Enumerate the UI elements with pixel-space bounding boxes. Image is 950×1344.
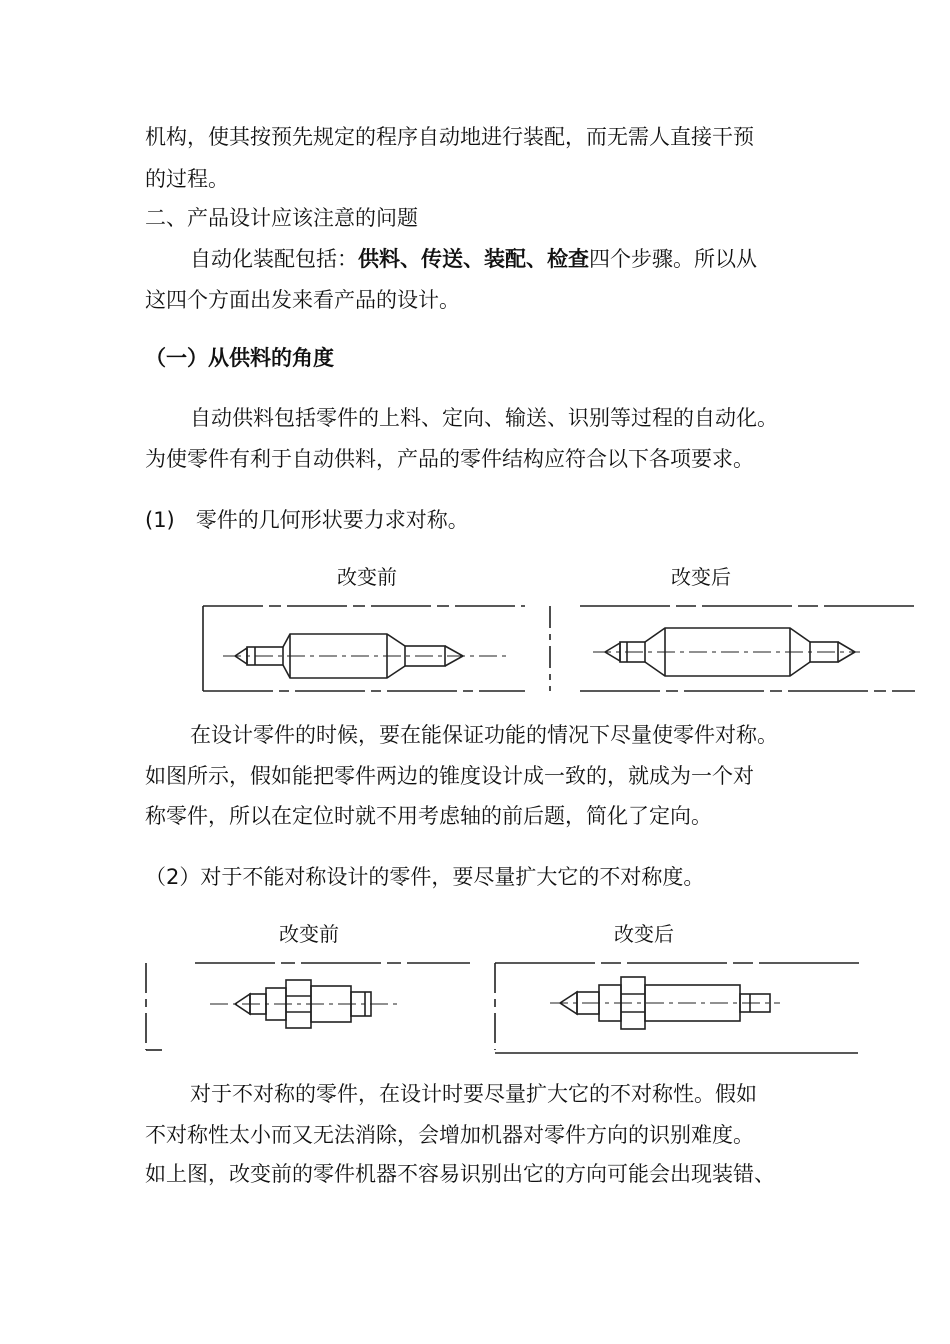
figure-frame-after: [580, 606, 915, 691]
paragraph-line: 在设计零件的时候，要在能保证功能的情况下尽量使零件对称。: [190, 723, 778, 747]
list-item: （2）对于不能对称设计的零件，要尽量扩大它的不对称度。: [145, 865, 705, 889]
paragraph-line: 对于不对称的零件，在设计时要尽量扩大它的不对称性。假如: [190, 1082, 757, 1106]
figure-caption-before: 改变前: [337, 565, 397, 589]
shaft-before-drawing: [223, 634, 510, 678]
paragraph-line: 的过程。: [145, 167, 229, 191]
list-item: (1) 零件的几何形状要力求对称。: [145, 508, 469, 532]
paragraph-line: 称零件，所以在定位时就不用考虑轴的前后题，简化了定向。: [145, 804, 712, 828]
text-span: 自动化装配包括：: [190, 247, 358, 271]
paragraph-line: 如上图，改变前的零件机器不容易识别出它的方向可能会出现装错、: [145, 1162, 775, 1186]
figure-caption-after: 改变后: [614, 922, 674, 946]
figure-frame-before: [146, 963, 470, 1050]
shaft-after-drawing: [593, 628, 860, 676]
paragraph-line: 这四个方面出发来看产品的设计。: [145, 288, 460, 312]
figure-frame-after: [495, 963, 860, 1053]
bold-text-span: 供料、传送、装配、检查: [358, 247, 589, 271]
text-span: 四个步骤。所以从: [589, 247, 757, 271]
section-heading: 二、产品设计应该注意的问题: [145, 206, 418, 230]
paragraph-line: 机构，使其按预先规定的程序自动地进行装配，而无需人直接干预: [145, 125, 754, 149]
figure-asymmetric-parts: [140, 956, 865, 1056]
figure-symmetric-parts: [195, 598, 920, 698]
subsection-heading: （一）从供料的角度: [145, 346, 334, 370]
stepped-part-after-drawing: [550, 977, 780, 1029]
paragraph-line: 自动供料包括零件的上料、定向、输送、识别等过程的自动化。: [190, 406, 778, 430]
paragraph-line: [190, 246, 757, 272]
figure-caption-before: 改变前: [279, 922, 339, 946]
paragraph-line: 为使零件有利于自动供料，产品的零件结构应符合以下各项要求。: [145, 447, 754, 471]
stepped-part-before-drawing: [210, 980, 400, 1028]
figure-caption-after: 改变后: [671, 565, 731, 589]
paragraph-line: 不对称性太小而又无法消除，会增加机器对零件方向的识别难度。: [145, 1123, 754, 1147]
paragraph-line: 如图所示，假如能把零件两边的锥度设计成一致的，就成为一个对: [145, 764, 754, 788]
